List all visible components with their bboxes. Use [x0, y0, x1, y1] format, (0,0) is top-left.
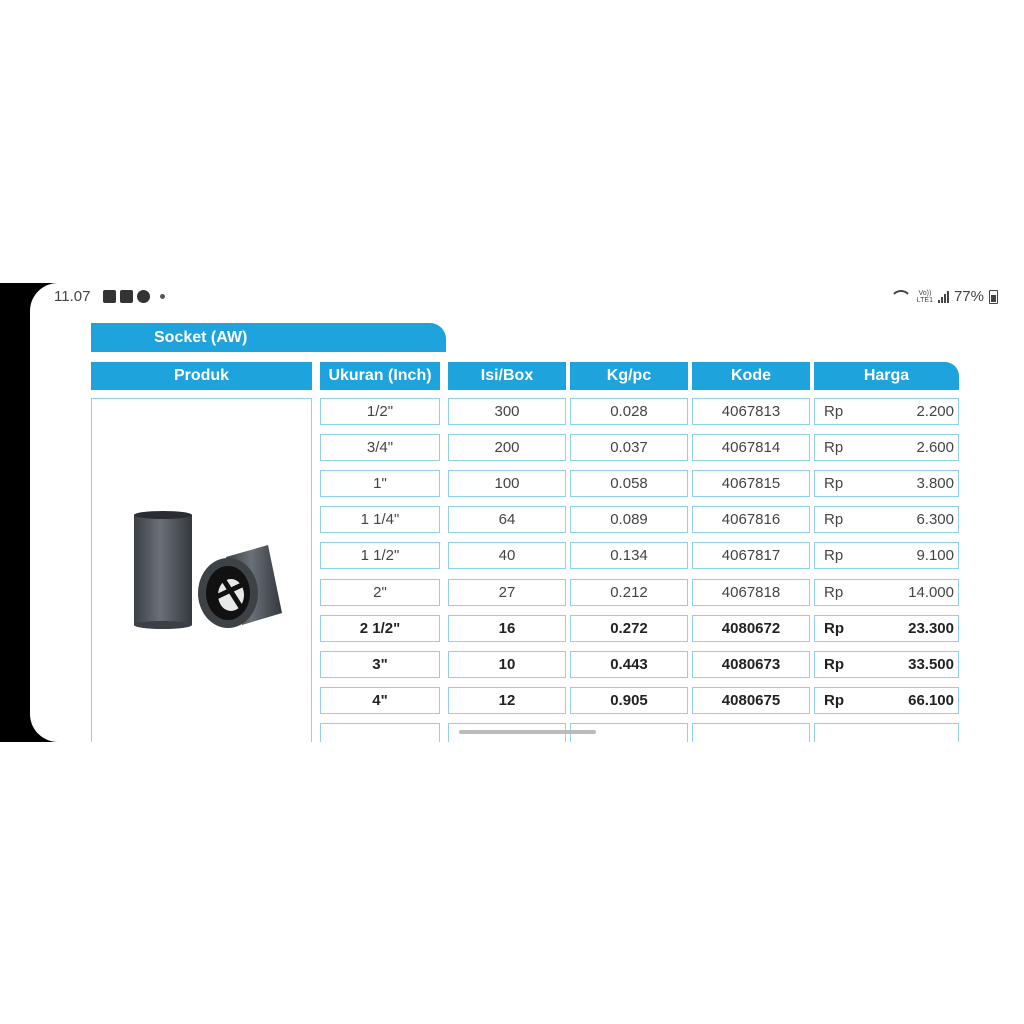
- cell-kg-pc: 0.089: [570, 506, 688, 533]
- price-value: 14.000: [908, 584, 954, 601]
- gallery-icon: [103, 290, 116, 303]
- price-value: 2.200: [916, 403, 954, 420]
- cell-kg-pc: 0.037: [570, 434, 688, 461]
- cell-ukuran: 2 1/2": [320, 615, 440, 642]
- cell-kg-pc: 0.058: [570, 470, 688, 497]
- table-cell-partial: [814, 723, 959, 742]
- cell-isi-box: 27: [448, 579, 566, 606]
- cell-harga: [814, 470, 959, 497]
- cell-harga: [814, 579, 959, 606]
- cell-kode: 4067816: [692, 506, 810, 533]
- header-isi-box: Isi/Box: [448, 362, 566, 390]
- volte-label: Vo)) LTE1: [916, 289, 933, 304]
- battery-icon: [989, 290, 998, 304]
- cell-isi-box: 16: [448, 615, 566, 642]
- cell-kg-pc: 0.028: [570, 398, 688, 425]
- cell-isi-box: 64: [448, 506, 566, 533]
- cell-kode: 4080672: [692, 615, 810, 642]
- header-produk: Produk: [91, 362, 312, 390]
- price-value: 2.600: [916, 439, 954, 456]
- currency-label: Rp: [824, 692, 844, 709]
- cell-kode: 4067815: [692, 470, 810, 497]
- cell-kode: 4067814: [692, 434, 810, 461]
- cell-ukuran: 1/2": [320, 398, 440, 425]
- price-value: 3.800: [916, 475, 954, 492]
- cell-isi-box: 100: [448, 470, 566, 497]
- chat-icon: [120, 290, 133, 303]
- currency-label: Rp: [824, 620, 844, 637]
- price-value: 6.300: [916, 511, 954, 528]
- cell-kg-pc: 0.272: [570, 615, 688, 642]
- cell-isi-box: 40: [448, 542, 566, 569]
- cell-kg-pc: 0.905: [570, 687, 688, 714]
- cell-kg-pc: 0.134: [570, 542, 688, 569]
- table-cell-partial: [692, 723, 810, 742]
- product-image-box: [91, 398, 312, 742]
- cell-harga: [814, 542, 959, 569]
- cell-isi-box: 300: [448, 398, 566, 425]
- cell-ukuran: 1 1/2": [320, 542, 440, 569]
- cell-ukuran: 1 1/4": [320, 506, 440, 533]
- cell-harga: [814, 398, 959, 425]
- price-value: 66.100: [908, 692, 954, 709]
- price-value: 23.300: [908, 620, 954, 637]
- wifi-icon: [890, 290, 912, 304]
- more-notifications-dot-icon: [160, 294, 165, 299]
- header-harga: Harga: [814, 362, 959, 390]
- cell-kode: 4080675: [692, 687, 810, 714]
- messenger-icon: [137, 290, 150, 303]
- table-title: Socket (AW): [91, 323, 446, 352]
- cell-kode: 4067817: [692, 542, 810, 569]
- cell-kg-pc: 0.212: [570, 579, 688, 606]
- currency-label: Rp: [824, 475, 844, 492]
- battery-percent: 77%: [953, 288, 984, 305]
- price-value: 9.100: [916, 547, 954, 564]
- cell-ukuran: 3": [320, 651, 440, 678]
- status-right: [890, 288, 998, 305]
- cell-ukuran: 1": [320, 470, 440, 497]
- cell-harga: [814, 687, 959, 714]
- cell-harga: [814, 506, 959, 533]
- cell-kode: 4067818: [692, 579, 810, 606]
- header-ukuran: Ukuran (Inch): [320, 362, 440, 390]
- phone-screen: [30, 283, 1024, 742]
- cell-harga: [814, 434, 959, 461]
- price-value: 33.500: [908, 656, 954, 673]
- table-cell-partial: [320, 723, 440, 742]
- currency-label: Rp: [824, 584, 844, 601]
- currency-label: Rp: [824, 439, 844, 456]
- cell-isi-box: 12: [448, 687, 566, 714]
- cell-kg-pc: 0.443: [570, 651, 688, 678]
- cell-harga: [814, 651, 959, 678]
- currency-label: Rp: [824, 511, 844, 528]
- cell-ukuran: 3/4": [320, 434, 440, 461]
- home-gesture-bar[interactable]: [459, 730, 596, 734]
- cell-kode: 4067813: [692, 398, 810, 425]
- notification-icons: [103, 290, 165, 303]
- cell-ukuran: 4": [320, 687, 440, 714]
- currency-label: Rp: [824, 656, 844, 673]
- cell-ukuran: 2": [320, 579, 440, 606]
- cell-kode: 4080673: [692, 651, 810, 678]
- signal-icon: [938, 291, 949, 303]
- cell-isi-box: 10: [448, 651, 566, 678]
- currency-label: Rp: [824, 547, 844, 564]
- cell-harga: [814, 615, 959, 642]
- cell-isi-box: 200: [448, 434, 566, 461]
- status-time: 11.07: [54, 288, 91, 305]
- header-kg-pc: Kg/pc: [570, 362, 688, 390]
- socket-pipe-image: [92, 399, 313, 742]
- currency-label: Rp: [824, 403, 844, 420]
- header-kode: Kode: [692, 362, 810, 390]
